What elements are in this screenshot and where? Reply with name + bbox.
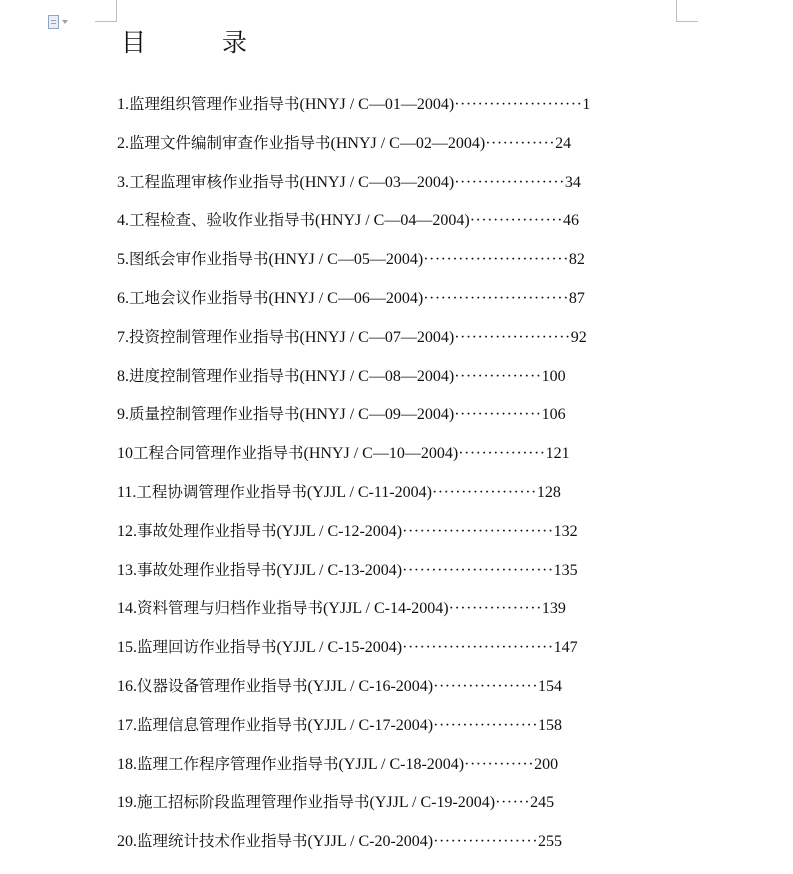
entry-title: 工程合同管理作业指导书 (133, 444, 304, 463)
entry-number: 18. (117, 755, 137, 773)
entry-leader: ·························· (402, 561, 554, 579)
entry-page: 154 (538, 677, 563, 695)
entry-number: 7. (117, 328, 129, 346)
entry-page: 34 (564, 173, 581, 191)
entry-leader: ························· (423, 251, 569, 269)
caret-down-icon (62, 20, 68, 24)
entry-number: 4. (117, 212, 129, 230)
entry-leader: ················ (448, 600, 542, 618)
entry-number: 17. (117, 716, 137, 734)
entry-page: 139 (541, 600, 566, 618)
entry-page: 121 (545, 445, 570, 463)
entry-title: 施工招标阶段监理管理作业指导书 (137, 793, 370, 812)
entry-page: 24 (555, 134, 572, 152)
entry-page: 100 (541, 367, 566, 385)
entry-title: 事故处理作业指导书 (137, 521, 277, 540)
entry-leader: ··············· (454, 406, 542, 424)
entry-page: 245 (530, 794, 555, 812)
page-icon (48, 15, 59, 29)
entry-title: 事故处理作业指导书 (137, 560, 277, 579)
entry-code: (YJJL / C-20-2004) (307, 833, 434, 851)
entry-code: (HNYJ / C—09—2004) (299, 406, 455, 424)
entry-code: (YJJL / C-19-2004) (369, 794, 496, 812)
entry-title: 图纸会审作业指导书 (129, 250, 269, 269)
toc-entry[interactable] (117, 318, 677, 357)
entry-leader: ··············· (458, 445, 546, 463)
toc-entry[interactable] (117, 85, 677, 124)
entry-page: 106 (541, 406, 566, 424)
entry-code: (YJJL / C-18-2004) (338, 755, 465, 773)
toc-entry[interactable] (117, 667, 677, 706)
toc-entry[interactable] (117, 822, 677, 861)
entry-leader: ······ (495, 794, 531, 812)
entry-code: (HNYJ / C—01—2004) (299, 96, 455, 113)
toc-entry[interactable] (117, 589, 677, 628)
entry-number: 9. (117, 406, 129, 424)
toc-title: 目 录 (121, 28, 281, 57)
entry-title: 进度控制管理作业指导书 (129, 366, 300, 385)
entry-number: 1. (117, 96, 129, 113)
entry-code: (HNYJ / C—07—2004) (299, 328, 455, 346)
entry-title: 资料管理与归档作业指导书 (137, 599, 324, 618)
entry-title: 投资控制管理作业指导书 (129, 327, 300, 346)
entry-leader: ························· (423, 289, 569, 307)
entry-leader: ·················· (433, 716, 539, 734)
entry-code: (HNYJ / C—05—2004) (268, 251, 424, 269)
entry-page: 87 (568, 289, 585, 307)
entry-leader: ·················· (433, 677, 539, 695)
entry-number: 2. (117, 134, 129, 152)
entry-leader: ···················· (454, 328, 571, 346)
toc-entry[interactable] (117, 628, 677, 667)
entry-title: 工程监理审核作业指导书 (129, 172, 300, 191)
entry-code: (HNYJ / C—10—2004) (303, 445, 459, 463)
entry-title: 工程协调管理作业指导书 (136, 482, 307, 501)
entry-code: (YJJL / C-15-2004) (276, 639, 403, 657)
entry-page: 46 (562, 212, 579, 230)
entry-page: 135 (553, 561, 578, 579)
entry-leader: ······················ (454, 96, 583, 113)
table-of-contents (117, 85, 677, 861)
crop-mark-right (676, 0, 698, 22)
entry-page: 158 (538, 716, 563, 734)
entry-title: 监理文件编制审查作业指导书 (129, 133, 331, 152)
entry-leader: ··············· (454, 367, 542, 385)
entry-code: (HNYJ / C—06—2004) (268, 289, 424, 307)
entry-number: 13. (117, 561, 137, 579)
entry-number: 16. (117, 677, 137, 695)
toc-entry[interactable] (117, 163, 677, 202)
entry-code: (YJJL / C-17-2004) (307, 716, 434, 734)
toc-entry[interactable] (117, 783, 677, 822)
entry-code: (YJJL / C-14-2004) (323, 600, 449, 618)
entry-code: (YJJL / C-12-2004) (276, 522, 403, 540)
entry-number: 8. (117, 367, 129, 385)
entry-title: 工程检查、验收作业指导书 (129, 211, 316, 230)
entry-leader: ··················· (454, 173, 565, 191)
entry-code: (YJJL / C-16-2004) (307, 677, 434, 695)
entry-page: 255 (538, 833, 563, 851)
entry-number: 10 (117, 445, 133, 463)
entry-number: 15. (117, 639, 137, 657)
entry-title: 质量控制管理作业指导书 (129, 405, 300, 424)
entry-number: 14. (117, 600, 137, 618)
entry-page: 1 (582, 96, 591, 113)
toc-entry[interactable] (117, 551, 677, 590)
entry-leader: ·················· (431, 483, 537, 501)
entry-page: 92 (570, 328, 587, 346)
toc-entry[interactable] (117, 240, 677, 279)
entry-leader: ············ (485, 134, 556, 152)
document-icon[interactable] (48, 13, 78, 31)
entry-leader: ················ (469, 212, 563, 230)
entry-leader: ·················· (433, 833, 539, 851)
entry-title: 监理组织管理作业指导书 (129, 95, 300, 113)
entry-page: 82 (568, 251, 585, 269)
entry-number: 12. (117, 522, 137, 540)
entry-title: 工地会议作业指导书 (129, 288, 269, 307)
entry-number: 6. (117, 289, 129, 307)
entry-number: 20. (117, 833, 137, 851)
entry-page: 132 (553, 522, 578, 540)
entry-code: (HNYJ / C—08—2004) (299, 367, 455, 385)
toc-entry[interactable] (117, 201, 677, 240)
entry-number: 19. (117, 794, 137, 812)
entry-page: 128 (536, 483, 561, 501)
entry-title: 仪器设备管理作业指导书 (137, 676, 308, 695)
entry-number: 11. (117, 483, 137, 501)
toc-entry[interactable] (117, 124, 677, 163)
toc-entry[interactable] (117, 706, 677, 745)
entry-leader: ············ (464, 755, 535, 773)
entry-code: (HNYJ / C—03—2004) (299, 173, 455, 191)
entry-leader: ·························· (402, 639, 554, 657)
entry-title: 监理统计技术作业指导书 (137, 832, 308, 851)
entry-page: 147 (553, 639, 578, 657)
toc-entry[interactable] (117, 512, 677, 551)
entry-code: (HNYJ / C—02—2004) (330, 134, 486, 152)
entry-title: 监理回访作业指导书 (137, 638, 277, 657)
entry-code: (HNYJ / C—04—2004) (315, 212, 470, 230)
entry-leader: ·························· (402, 522, 554, 540)
entry-code: (YJJL / C-11-2004) (306, 483, 432, 501)
entry-title: 监理信息管理作业指导书 (137, 715, 308, 734)
entry-number: 5. (117, 251, 129, 269)
entry-page: 200 (534, 755, 559, 773)
toc-entry[interactable] (117, 395, 677, 434)
entry-code: (YJJL / C-13-2004) (276, 561, 403, 579)
toc-entry[interactable] (117, 745, 677, 784)
entry-number: 3. (117, 173, 129, 191)
entry-title: 监理工作程序管理作业指导书 (137, 754, 339, 773)
toc-entry[interactable] (117, 434, 677, 473)
crop-mark-left (95, 0, 117, 22)
toc-entry[interactable] (117, 279, 677, 318)
toc-entry[interactable] (117, 357, 677, 396)
toc-entry[interactable] (117, 473, 677, 512)
